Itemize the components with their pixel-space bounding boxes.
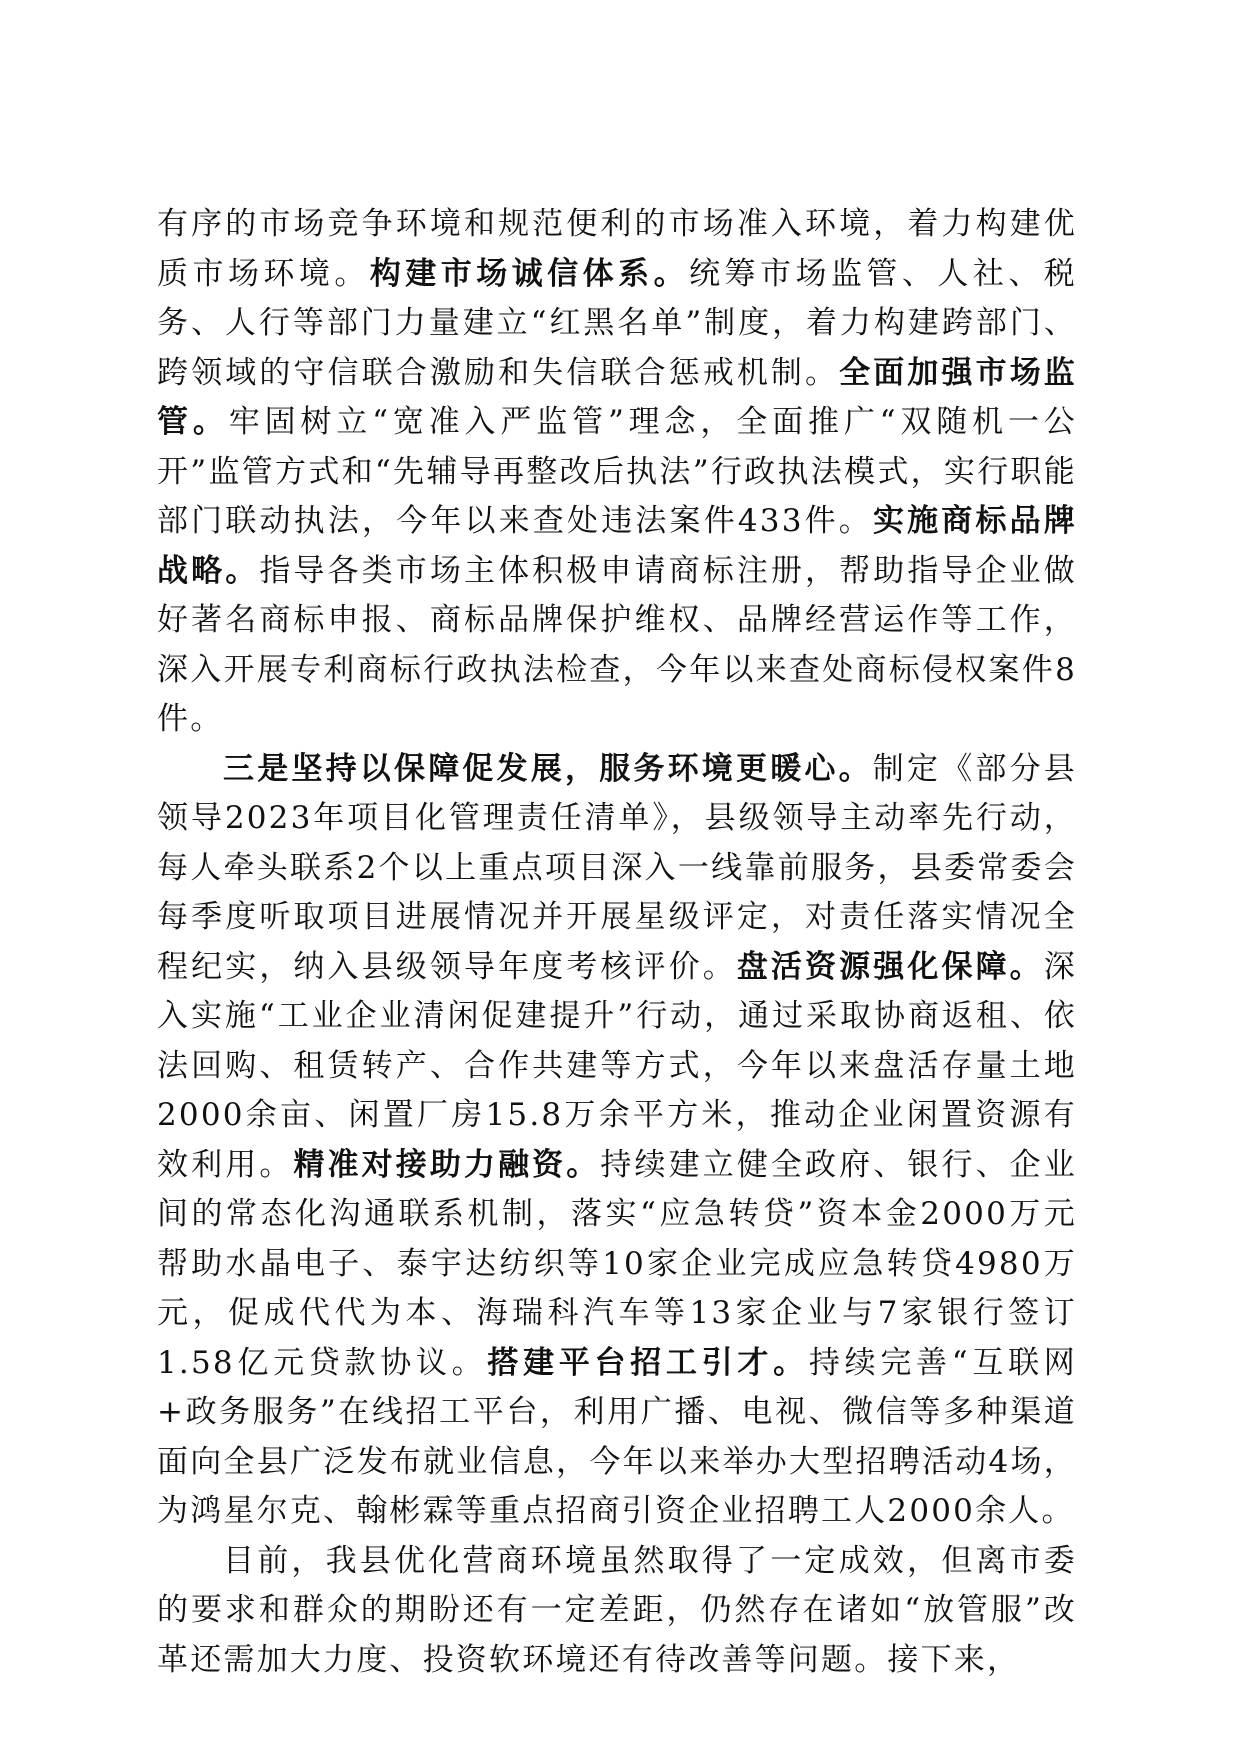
- body-text: 制定《部分县领导2023年项目化管理责任清单》，县级领导主动率先行动，每人牵头联系2个以上重点项目深入一线靠前服务，县委常委会每季度听取项目进展情况并开展星级评定，对责任落实情况全程纪实，纳入县级领导年度考核评价。: [157, 750, 1077, 985]
- bold-heading-section-three: 三是坚持以保障促发展，服务环境更暖心。: [223, 750, 873, 787]
- bold-heading-resources: 盘活资源强化保障。: [736, 948, 1044, 985]
- body-text: 深入实施“工业企业清闲促建提升”行动，通过采取协商返租、依法回购、租赁转产、合作共建等方式，今年以来盘活存量土地2000余亩、闲置厂房15.8万余平方米，推动企业闲置资源有效利用。: [157, 948, 1077, 1183]
- document-page: [157, 200, 1077, 1685]
- body-text: 目前，我县优化营商环境虽然取得了一定成效，但离市委的要求和群众的期盼还有一定差距，仍然存在诸如“放管服”改革还需加大力度、投资软环境还有待改善等问题。接下来，: [157, 1542, 1077, 1678]
- body-text: 持续建立健全政府、银行、企业间的常态化沟通联系机制，落实“应急转贷”资本金2000万元帮助水晶电子、泰宇达纺织等10家企业完成应急转贷4980万元，促成代代为本、海瑞科汽车等13家企业与7家银行签订1.58亿元贷款协议。: [157, 1146, 1077, 1381]
- body-text: 牢固树立“宽准入严监管”理念，全面推广“双随机一公开”监管方式和“先辅导再整改后执法”行政执法模式，实行职能部门联动执法，今年以来查处违法案件433件。: [157, 404, 1077, 539]
- bold-heading-credit-system: 构建市场诚信体系。: [369, 255, 690, 292]
- paragraph-service-environment: [157, 745, 1077, 1537]
- paragraph-market-environment: [157, 200, 1077, 745]
- paragraph-conclusion: [157, 1537, 1077, 1686]
- body-text: 指导各类市场主体积极申请商标注册，帮助指导企业做好著名商标申报、商标品牌保护维权、品牌经营运作等工作，深入开展专利商标行政执法检查，今年以来查处商标侵权案件8件。: [157, 552, 1077, 737]
- bold-heading-financing: 精准对接助力融资。: [293, 1146, 601, 1183]
- body-text: 有序的市场竞争环境和规范便利的市场准入环境，着力构建优质市场环境。: [157, 206, 1077, 292]
- body-text: 持续完善“互联网+政务服务”在线招工平台，利用广播、电视、微信等多种渠道面向全县广泛发布就业信息，今年以来举办大型招聘活动4场，为鸿星尔克、翰彬霖等重点招商引资企业招聘工人2000余人。: [157, 1344, 1077, 1529]
- bold-heading-brand-strategy: 实施商标品牌战略。: [157, 503, 1077, 589]
- bold-heading-market-supervision: 全面加强市场监管。: [157, 354, 1078, 440]
- body-text: 统筹市场监管、人社、税务、人行等部门力量建立“红黑名单”制度，着力构建跨部门、跨领域的守信联合激励和失信联合惩戒机制。: [157, 255, 1077, 391]
- bold-heading-recruitment: 搭建平台招工引才。: [487, 1344, 809, 1381]
